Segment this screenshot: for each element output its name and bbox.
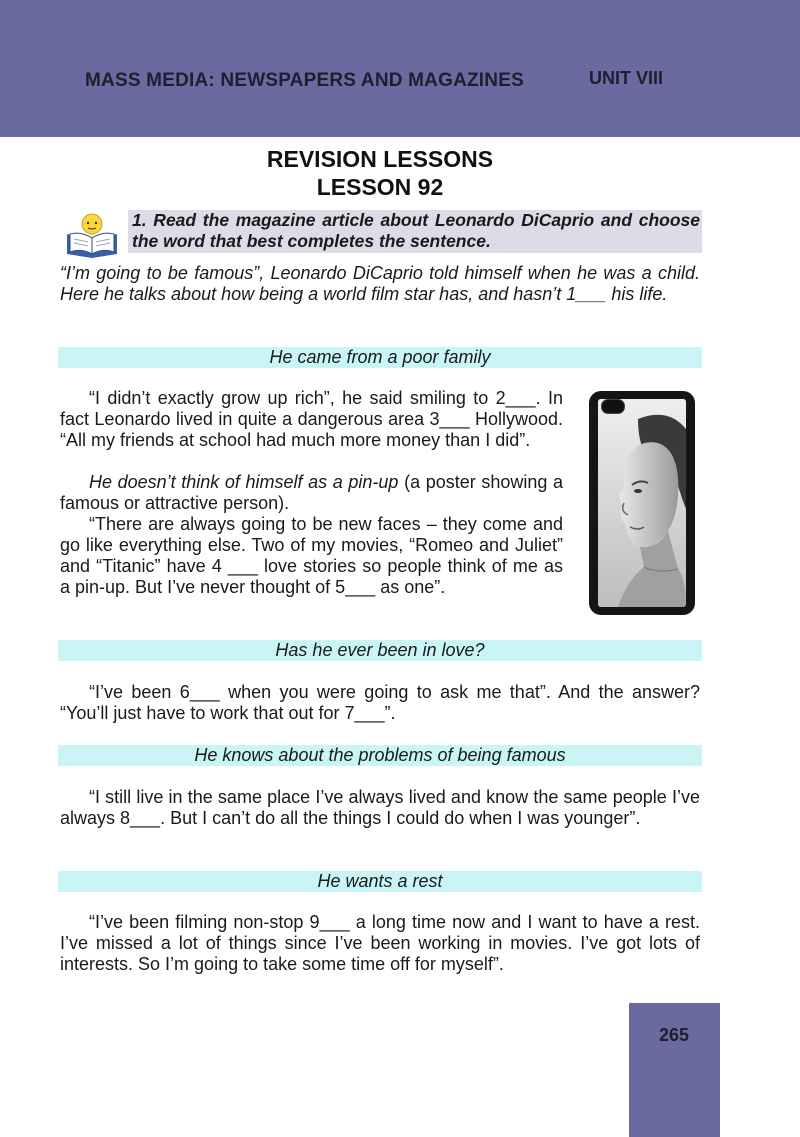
reading-book-icon	[64, 212, 120, 258]
pin-up-lead: He doesn’t think of himself as a pin-up	[89, 472, 399, 492]
paragraph-pin-up	[60, 472, 563, 514]
paragraph-grow-up: “I didn’t exactly grow up rich”, he said smiling to 2___. In fact Leonardo lived in quite a dangerous area 3___ Hollywood. “All my friends at school had much more money than I did”.	[60, 388, 563, 450]
section-title-love: Has he ever been in love?	[275, 640, 485, 660]
lesson-heading-revision: REVISION LESSONS	[266, 146, 494, 172]
portrait-photo	[589, 391, 695, 615]
camera-cutout	[601, 399, 625, 414]
article-intro: “I’m going to be famous”, Leonardo DiCaprio told himself when he was a child. Here he talks about how being a world film star has, and hasn’t 1___ his life.	[60, 263, 700, 304]
paragraph-famous: “I still live in the same place I’ve always lived and know the same people I’ve always 8___. But I can’t do all the things I could do when I was younger”.	[60, 787, 700, 828]
page-number-tab	[629, 1003, 720, 1137]
page-number: 265	[658, 1025, 689, 1045]
paragraph-new-faces: “There are always going to be new faces – they come and go like everything else. Two of my movies, “Romeo and Juliet” and “Titanic” have 4 ___ love stories so people think of me as a pin-up. But I’ve never thought of 5___ as one”.	[60, 514, 563, 597]
pin-up-definition: (a poster showing a famous or attractive person).	[60, 472, 563, 513]
paragraph-rest: “I’ve been filming non-stop 9___ a long time now and I want to have a rest. I’ve missed a lot of things since I’ve been working in movies. I’ve got lots of interests. So I’m going to take some time off for myself”.	[60, 912, 700, 974]
section-title-rest: He wants a rest	[317, 871, 443, 891]
unit-label: UNIT VIII	[589, 68, 664, 88]
section-title-poor-family: He came from a poor family	[269, 347, 491, 367]
page-header	[0, 0, 800, 137]
lesson-heading-number: LESSON 92	[316, 174, 444, 200]
paragraph-love: “I’ve been 6___ when you were going to ask me that”. And the answer? “You’ll just have to work that out for 7___”.	[60, 682, 700, 723]
section-title-famous: He knows about the problems of being famous	[194, 745, 566, 765]
chapter-title: MASS MEDIA: NEWSPAPERS AND MAGAZINES	[85, 70, 524, 91]
portrait-image	[598, 399, 686, 607]
task-instruction: 1. Read the magazine article about Leonardo DiCaprio and choose the word that best completes the sentence.	[132, 210, 700, 251]
